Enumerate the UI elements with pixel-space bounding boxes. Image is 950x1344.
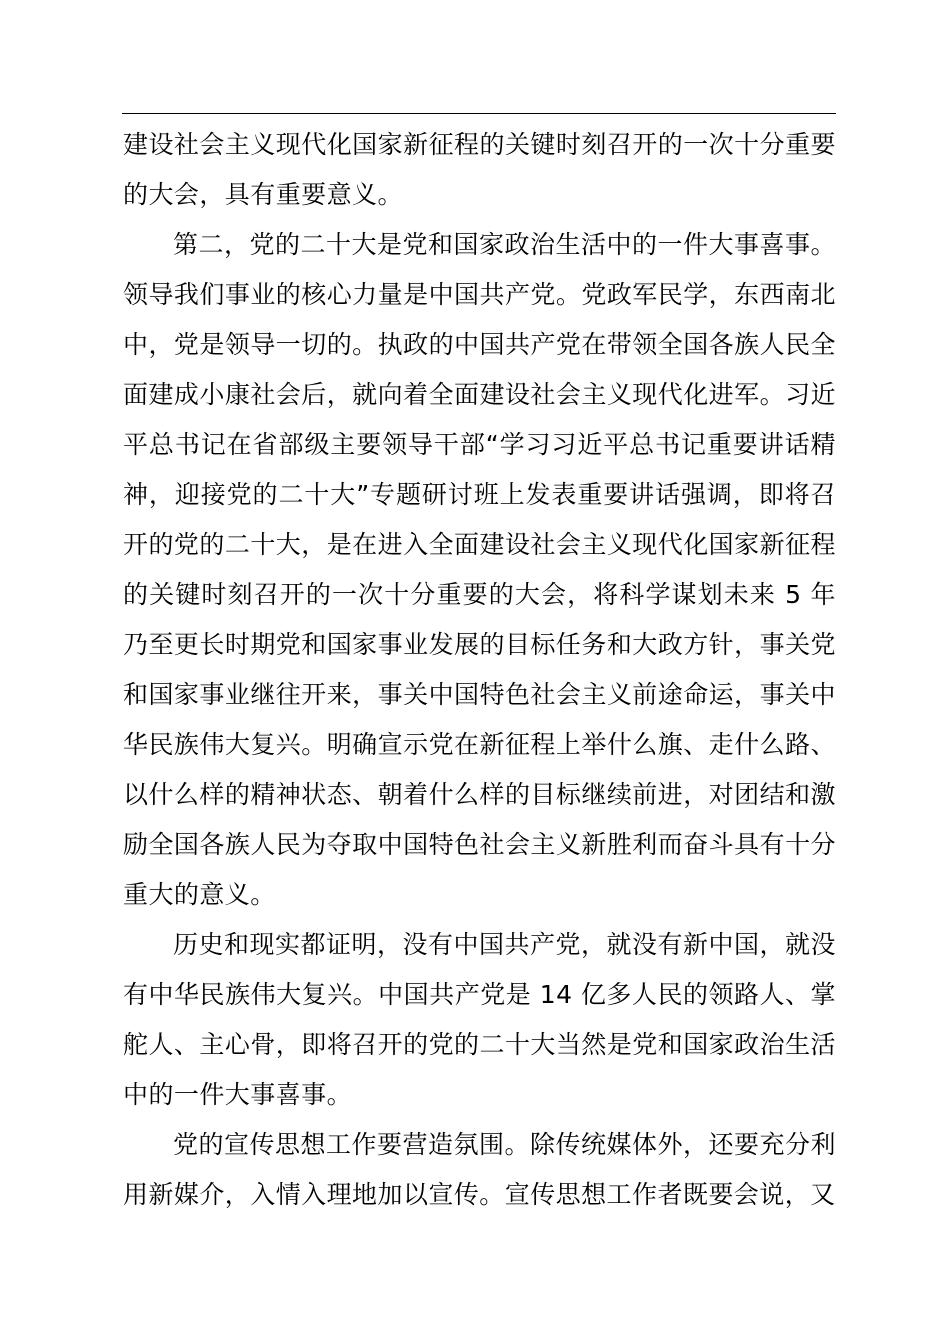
paragraph-continuation: 建设社会主义现代化国家新征程的关键时刻召开的一次十分重要的大会，具有重要意义。: [123, 130, 836, 209]
header-rule: [122, 113, 836, 114]
body-text: [123, 120, 836, 1220]
paragraph-history: 历史和现实都证明，没有中国共产党，就没有新中国，就没有中华民族伟大复兴。中国共产党是 14 亿多人民的领路人、掌舵人、主心骨，即将召开的党的二十大当然是党和国家政治生活中的一件大事喜事。: [123, 930, 836, 1109]
paragraph-propaganda: 党的宣传思想工作要营造氛围。除传统媒体外，还要充分利用新媒介，入情入理地加以宣传。宣传思想工作者既要会说，又: [123, 1130, 836, 1209]
paragraph-second-point: 第二，党的二十大是党和国家政治生活中的一件大事喜事。领导我们事业的核心力量是中国共产党。党政军民学，东西南北中，党是领导一切的。执政的中国共产党在带领全国各族人民全面建成小康社会后，就向着全面建设社会主义现代化进军。习近平总书记在省部级主要领导干部“学习习近平总书记重要讲话精神，迎接党的二十大”专题研讨班上发表重要讲话强调，即将召开的党的二十大，是在进入全面建设社会主义现代化国家新征程的关键时刻召开的一次十分重要的大会，将科学谋划未来 5 年乃至更长时期党和国家事业发展的目标任务和大政方针，事关党和国家事业继往开来，事关中国特色社会主义前途命运，事关中华民族伟大复兴。明确宣示党在新征程上举什么旗、走什么路、以什么样的精神状态、朝着什么样的目标继续前进，对团结和激励全国各族人民为夺取中国特色社会主义新胜利而奋斗具有十分重大的意义。: [123, 230, 836, 909]
